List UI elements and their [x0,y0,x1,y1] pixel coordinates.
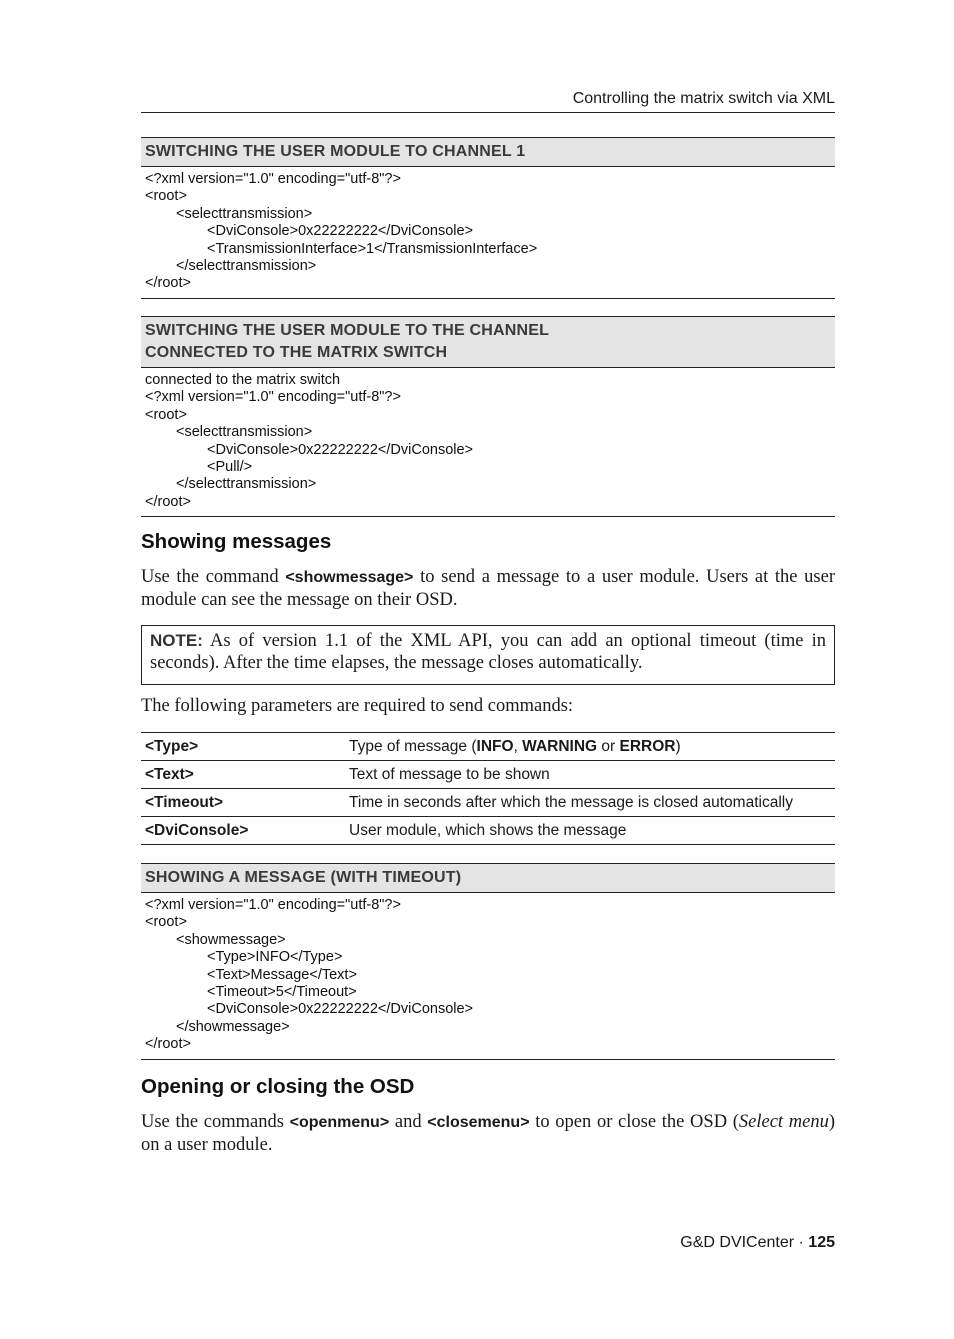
command-name: <showmessage> [285,569,414,586]
table-row [141,817,835,845]
text: Use the command [141,567,286,587]
code-box-channel-matrix [141,316,835,517]
code-line: <selecttransmission> [176,205,313,222]
code-line: </root> [145,275,191,292]
param-desc: User module, which shows the message [345,817,835,845]
code-line: </showmessage> [176,1018,290,1035]
product-name: G&D DVICenter · [680,1234,809,1251]
code-line: <?xml version="1.0" encoding="utf-8"?> [145,897,401,913]
command-name: <openmenu> [289,1114,390,1131]
code-line: </root> [145,493,191,510]
code-line: <DviConsole>0x22222222</DviConsole> [207,1001,474,1018]
text: or [597,737,620,755]
code-line: <root> [145,188,187,205]
note-text: As of version 1.1 of the XML API, you can add an optional timeout (time in seconds). After the time elapses, the message closes automatically. [150,631,826,673]
parameter-table [141,732,835,845]
code-line: </selecttransmission> [176,476,317,493]
code-listing [141,368,835,516]
running-header [141,88,835,113]
text: ) [675,737,681,755]
param-name: <DviConsole> [141,817,345,845]
caption-line: CONNECTED TO THE MATRIX SWITCH [145,344,448,361]
code-line: <?xml version="1.0" encoding="utf-8"?> [145,389,401,406]
param-name: <Text> [141,761,345,789]
code-line: <Pull/> [207,459,253,476]
param-name: <Timeout> [141,789,345,817]
text: to send a message to a user module. Users at the user module can see the message on their OSD. [141,567,835,610]
note-box [141,625,835,685]
param-name: <Type> [141,733,345,761]
page-footer [680,1234,835,1252]
page-number: 125 [808,1234,835,1251]
text: Use the commands [141,1112,290,1132]
code-box-caption: SWITCHING THE USER MODULE TO CHANNEL 1 [141,138,835,167]
option: WARNING [522,737,598,755]
code-listing [141,167,835,298]
option: INFO [476,737,514,755]
code-line: <Type>INFO</Type> [207,949,343,966]
text: to open or close the OSD ( [529,1112,739,1132]
code-line: <Timeout>5</Timeout> [207,984,357,1001]
table-row [141,789,835,817]
code-line: <showmessage> [176,931,286,948]
table-row [141,733,835,761]
code-line: <TransmissionInterface>1</TransmissionInterface> [207,240,538,257]
showmessage-intro [141,566,835,611]
code-box-channel-1 [141,137,835,299]
code-line: <root> [145,406,187,423]
code-line: <Text>Message</Text> [207,966,357,983]
section-heading-showing-messages: Showing messages [141,530,332,553]
code-box-caption [141,317,835,368]
menu-name: Select menu [738,1112,829,1132]
code-box-caption: SHOWING A MESSAGE (WITH TIMEOUT) [141,864,835,893]
param-desc [345,733,835,761]
code-line: <DviConsole>0x22222222</DviConsole> [207,441,474,458]
code-line: <DviConsole>0x22222222</DviConsole> [207,223,474,240]
osd-paragraph [141,1111,835,1156]
table-row [141,761,835,789]
code-line: <?xml version="1.0" encoding="utf-8"?> [145,171,401,187]
text: , [513,737,523,755]
text: Type of message ( [349,737,477,755]
params-intro: The following parameters are required to send commands: [141,696,574,716]
option: ERROR [619,737,676,755]
code-line: </root> [145,1036,191,1053]
code-listing [141,893,835,1059]
code-line: connected to the matrix switch [145,372,341,388]
code-box-show-message [141,863,835,1060]
section-heading-osd: Opening or closing the OSD [141,1075,415,1098]
param-desc: Text of message to be shown [345,761,835,789]
caption-line: SWITCHING THE USER MODULE TO THE CHANNEL [145,322,550,339]
code-line: <root> [145,914,187,931]
code-line: </selecttransmission> [176,258,317,275]
text: and [389,1112,428,1132]
note-label: NOTE: [150,631,203,650]
code-line: <selecttransmission> [176,424,313,441]
command-name: <closemenu> [427,1114,530,1131]
param-desc: Time in seconds after which the message is closed automatically [345,789,835,817]
running-title: Controlling the matrix switch via XML [572,90,835,107]
text: ) on a user module. [141,1112,835,1155]
